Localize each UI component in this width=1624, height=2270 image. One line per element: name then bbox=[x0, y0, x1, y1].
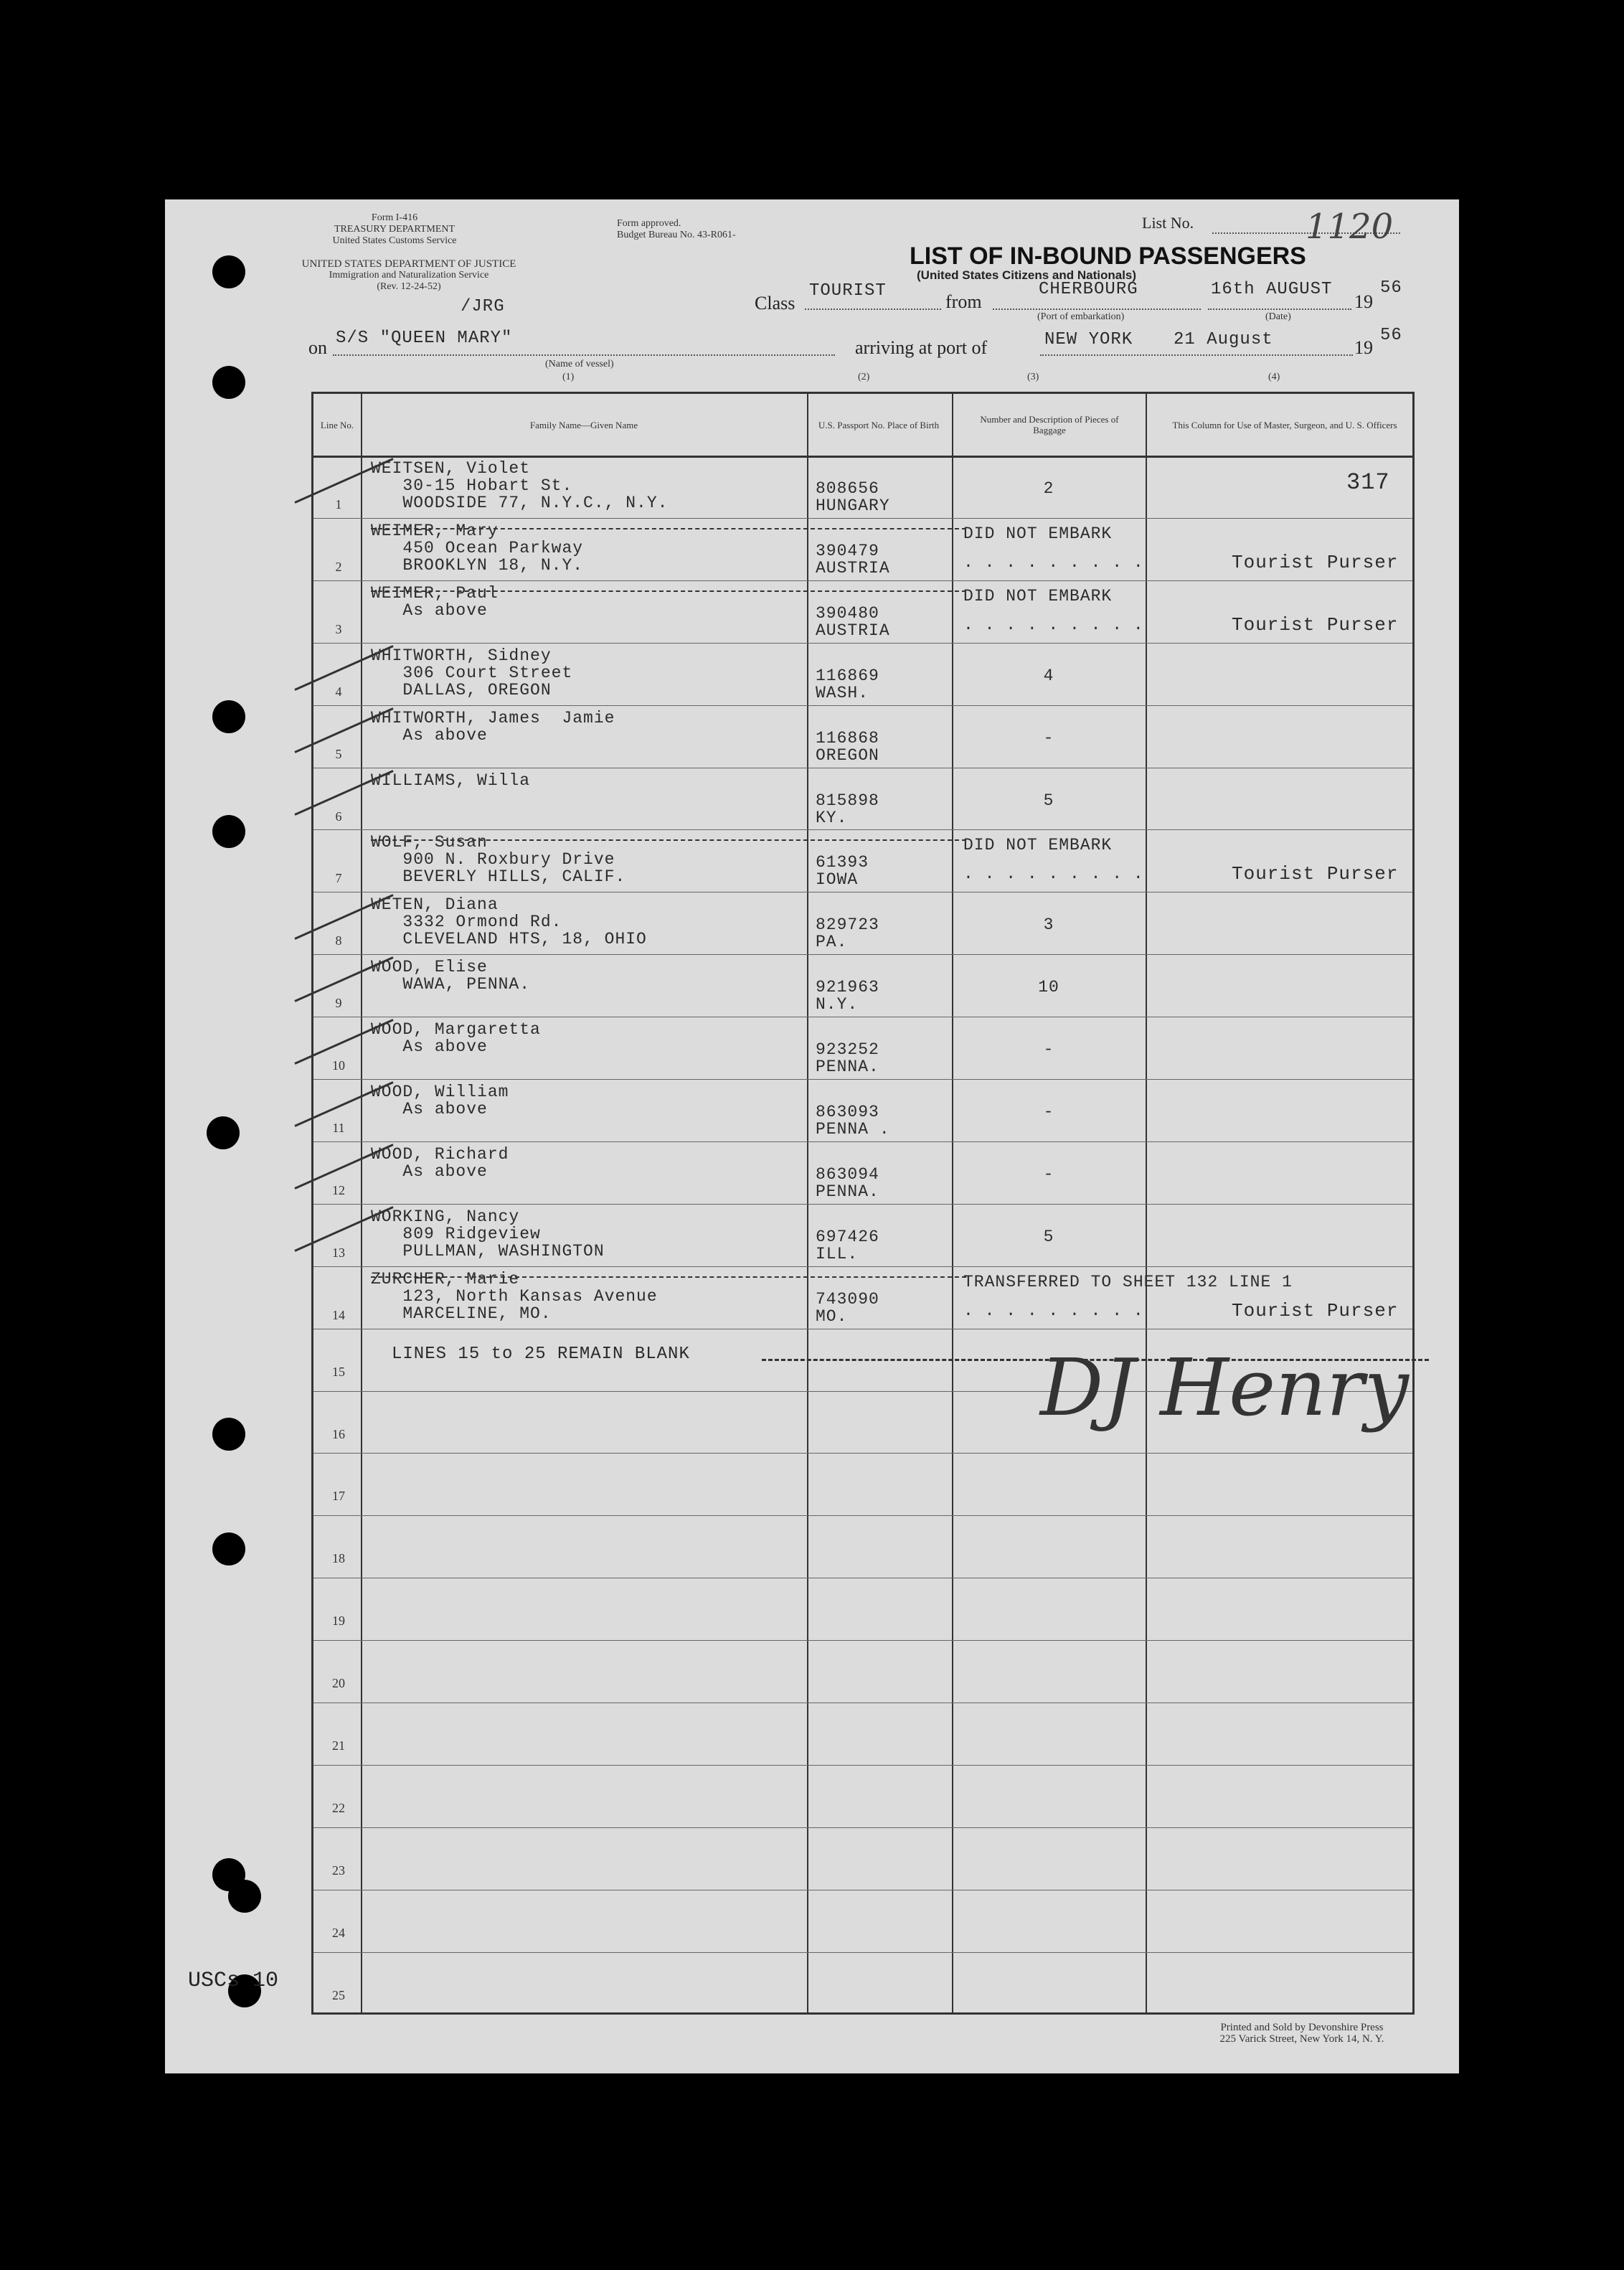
punch-hole bbox=[212, 700, 245, 733]
row-divider bbox=[313, 1952, 1412, 1953]
arrival-port: NEW YORK bbox=[1044, 330, 1133, 349]
approval-block bbox=[617, 218, 736, 241]
arriving-label: arriving at port of bbox=[855, 337, 988, 358]
passenger-name: WOLF, Susan 900 N. Roxbury Drive BEVERLY HILLS, CALIF. bbox=[371, 833, 626, 887]
header-line-no: Line No. bbox=[320, 419, 354, 430]
baggage-column-number: (3) bbox=[1027, 372, 1039, 382]
line-number: 10 bbox=[332, 1058, 345, 1073]
from-value: CHERBOURG bbox=[1039, 280, 1138, 299]
line-number: 15 bbox=[332, 1364, 345, 1379]
passenger-name: WOOD, William As above bbox=[371, 1083, 509, 1118]
departure-date: 16th AUGUST bbox=[1211, 280, 1333, 299]
date-underline bbox=[1208, 309, 1351, 310]
passport-birthplace: 921963 N.Y. bbox=[816, 978, 879, 1014]
clerk-initials: /JRG bbox=[461, 297, 505, 316]
passenger-name: WEITSEN, Violet 30-15 Hobart St. WOODSIDE 77, N.Y.C., N.Y. bbox=[371, 459, 669, 512]
passport-birthplace: 116869 WASH. bbox=[816, 666, 879, 702]
baggage-entry: - bbox=[1043, 1040, 1054, 1060]
line-number: 16 bbox=[332, 1426, 345, 1441]
baggage-entry: DID NOT EMBARK bbox=[963, 586, 1113, 606]
row-divider bbox=[313, 1515, 1412, 1516]
officer-note: Tourist Purser bbox=[1232, 613, 1399, 636]
line-number: 13 bbox=[332, 1245, 345, 1260]
arrival-year: 56 bbox=[1380, 326, 1402, 345]
baggage-entry: 10 bbox=[1038, 978, 1059, 997]
passenger-name: WOOD, Margaretta As above bbox=[371, 1020, 541, 1057]
officers-column-number: (4) bbox=[1268, 372, 1280, 382]
printer-address: 225 Varick Street, New York 14, N. Y. bbox=[1219, 2033, 1384, 2045]
struck-entry-line bbox=[371, 839, 966, 841]
row-divider bbox=[313, 1204, 1412, 1205]
row-divider bbox=[313, 954, 1412, 955]
punch-hole bbox=[212, 255, 245, 288]
treasury-line: TREASURY DEPARTMENT bbox=[334, 224, 455, 235]
year-value: 56 bbox=[1380, 278, 1402, 298]
passport-birthplace: 697426 ILL. bbox=[816, 1227, 879, 1263]
baggage-entry: 2 bbox=[1043, 479, 1054, 498]
row-divider bbox=[313, 1079, 1412, 1080]
baggage-entry: DID NOT EMBARK bbox=[963, 524, 1113, 543]
revision-line: (Rev. 12-24-52) bbox=[377, 281, 441, 292]
punch-hole bbox=[212, 815, 245, 848]
class-value: TOURIST bbox=[809, 281, 887, 301]
header-passport: U.S. Passport No. Place of Birth bbox=[818, 419, 940, 430]
line-number: 18 bbox=[332, 1551, 345, 1566]
line-number: 4 bbox=[335, 684, 342, 699]
vessel-caption: (Name of vessel) bbox=[545, 359, 614, 369]
line-number: 6 bbox=[335, 809, 342, 824]
punch-hole bbox=[228, 1880, 261, 1913]
officer-note: Tourist Purser bbox=[1232, 863, 1399, 885]
baggage-entry: - bbox=[1043, 1103, 1054, 1121]
line-number: 19 bbox=[332, 1614, 345, 1629]
from-label: from bbox=[945, 291, 982, 312]
row-divider bbox=[313, 1765, 1412, 1766]
passenger-name: WORKING, Nancy 809 Ridgeview PULLMAN, WASHINGTON bbox=[371, 1207, 605, 1261]
vessel-underline bbox=[333, 354, 835, 356]
struck-entry-line bbox=[371, 590, 966, 592]
vessel-column-number: (1) bbox=[562, 372, 575, 382]
row-divider bbox=[313, 1640, 1412, 1641]
row-divider bbox=[313, 1702, 1412, 1703]
baggage-entry: DID NOT EMBARK bbox=[963, 836, 1113, 855]
doj-line: UNITED STATES DEPARTMENT OF JUSTICE bbox=[301, 258, 516, 270]
arrival-underline bbox=[1040, 354, 1353, 356]
ins-line: Immigration and Naturalization Service bbox=[329, 270, 489, 281]
document-title: LIST OF IN-BOUND PASSENGERS bbox=[910, 242, 1306, 270]
list-no-label: List No. bbox=[1142, 214, 1194, 232]
purser-dots: . . . . . . . . . bbox=[963, 615, 1144, 634]
officer-note: Tourist Purser bbox=[1232, 1299, 1399, 1322]
customs-line: United States Customs Service bbox=[332, 235, 457, 246]
passport-birthplace: 815898 KY. bbox=[816, 791, 879, 827]
year-prefix: 19 bbox=[1354, 291, 1373, 312]
printer-block bbox=[1176, 2022, 1427, 2045]
line-number: 1 bbox=[335, 497, 342, 512]
line-number: 3 bbox=[335, 621, 342, 636]
header-baggage: Number and Description of Pieces of Baggage bbox=[980, 414, 1119, 435]
row-divider bbox=[313, 518, 1412, 519]
passenger-name: WHITWORTH, James Jamie As above bbox=[371, 708, 615, 745]
row-divider bbox=[313, 1827, 1412, 1828]
document-subtitle: (United States Citizens and Nationals) bbox=[917, 268, 1137, 282]
purser-dots: . . . . . . . . . bbox=[963, 1301, 1144, 1320]
passenger-name: WETEN, Diana 3332 Ormond Rd. CLEVELAND HTS, 18, OHIO bbox=[371, 895, 647, 949]
class-label: Class bbox=[755, 293, 796, 314]
passenger-name: ZURCHER, Marie 123, North Kansas Avenue MARCELINE, MO. bbox=[371, 1269, 658, 1323]
baggage-entry: - bbox=[1043, 728, 1054, 748]
row-divider bbox=[313, 1453, 1412, 1454]
line-number: 20 bbox=[332, 1676, 345, 1691]
passenger-name: WEIMER, Mary 450 Ocean Parkway BROOKLYN 18, N.Y. bbox=[371, 521, 584, 575]
punch-hole bbox=[212, 366, 245, 399]
line-number: 25 bbox=[332, 1987, 345, 2002]
arrival-year-prefix: 19 bbox=[1354, 337, 1373, 358]
signature: DJ Henry bbox=[1040, 1342, 1409, 1433]
doj-block bbox=[301, 258, 516, 293]
punch-hole bbox=[212, 1418, 245, 1451]
budget-line: Budget Bureau No. 43-R061- bbox=[617, 230, 736, 240]
passport-birthplace: 829723 PA. bbox=[816, 915, 879, 952]
passport-birthplace: 390479 AUSTRIA bbox=[816, 541, 890, 578]
row-divider bbox=[313, 1141, 1412, 1142]
passenger-table bbox=[311, 392, 1415, 2015]
passport-birthplace: 390480 AUSTRIA bbox=[816, 603, 890, 640]
line-number: 12 bbox=[332, 1182, 345, 1197]
row-divider bbox=[313, 1266, 1412, 1267]
line-number: 22 bbox=[332, 1800, 345, 1815]
baggage-entry: 4 bbox=[1043, 666, 1054, 685]
row-divider bbox=[313, 643, 1412, 644]
officer-note: 317 bbox=[1346, 469, 1390, 496]
purser-dots: . . . . . . . . . bbox=[963, 552, 1144, 572]
line-number: 7 bbox=[335, 871, 342, 886]
passenger-name: WEIMER, Paul As above bbox=[371, 583, 499, 620]
passport-birthplace: 808656 HUNGARY bbox=[816, 479, 890, 515]
row-divider bbox=[313, 705, 1412, 706]
approval-line: Form approved. bbox=[617, 218, 681, 229]
list-no-value: 1120 bbox=[1306, 207, 1394, 247]
line-number: 5 bbox=[335, 746, 342, 761]
punch-hole bbox=[207, 1116, 240, 1149]
passenger-name: WHITWORTH, Sidney 306 Court Street DALLAS, OREGON bbox=[371, 646, 573, 700]
passport-birthplace: 61393 IOWA bbox=[816, 853, 869, 890]
line-number: 24 bbox=[332, 1925, 345, 1940]
baggage-entry: - bbox=[1043, 1164, 1054, 1184]
form-id-block bbox=[308, 212, 481, 247]
passport-birthplace: 743090 MO. bbox=[816, 1289, 879, 1326]
passport-birthplace: 923252 PENNA. bbox=[816, 1040, 879, 1077]
baggage-entry: TRANSFERRED TO SHEET 132 LINE 1 bbox=[963, 1272, 1293, 1291]
row-divider bbox=[313, 892, 1412, 893]
line-number: 9 bbox=[335, 996, 342, 1011]
line-number: 21 bbox=[332, 1738, 345, 1753]
struck-entry-line bbox=[371, 528, 966, 529]
passenger-name: WOOD, Elise WAWA, PENNA. bbox=[371, 958, 531, 994]
line-number: 2 bbox=[335, 559, 342, 574]
class-underline bbox=[805, 309, 941, 310]
form-number: Form I-416 bbox=[371, 212, 418, 223]
passport-birthplace: 863094 PENNA. bbox=[816, 1164, 879, 1201]
header-officers: This Column for Use of Master, Surgeon, and U. S. Officers bbox=[1172, 419, 1397, 430]
row-divider bbox=[313, 829, 1412, 830]
header-family-name: Family Name—Given Name bbox=[529, 419, 638, 430]
date-caption: (Date) bbox=[1265, 311, 1291, 322]
arrival-date: 21 August bbox=[1174, 330, 1273, 349]
passport-birthplace: 863093 PENNA . bbox=[816, 1103, 890, 1139]
purser-dots: . . . . . . . . . bbox=[963, 865, 1144, 884]
punch-hole bbox=[212, 1532, 245, 1565]
officer-note: Tourist Purser bbox=[1232, 551, 1399, 573]
blank-lines-note: LINES 15 to 25 REMAIN BLANK bbox=[392, 1344, 690, 1364]
passport-column-number: (2) bbox=[858, 372, 870, 382]
line-number: 23 bbox=[332, 1862, 345, 1878]
port-embark-caption: (Port of embarkation) bbox=[1037, 311, 1125, 322]
header-divider bbox=[313, 456, 1412, 458]
passport-birthplace: 116868 OREGON bbox=[816, 728, 879, 765]
footer-form-code: USCs 10 bbox=[188, 1969, 279, 1993]
line-number: 14 bbox=[332, 1307, 345, 1322]
passenger-name: WILLIAMS, Willa bbox=[371, 771, 531, 790]
baggage-entry: 5 bbox=[1043, 791, 1054, 810]
line-number: 11 bbox=[332, 1121, 345, 1135]
line-number: 8 bbox=[335, 933, 342, 948]
baggage-entry: 5 bbox=[1043, 1227, 1054, 1246]
baggage-entry: 3 bbox=[1043, 915, 1054, 935]
line-number: 17 bbox=[332, 1489, 345, 1504]
on-label: on bbox=[308, 337, 327, 358]
from-underline bbox=[993, 309, 1201, 310]
printer-line: Printed and Sold by Devonshire Press bbox=[1220, 2022, 1384, 2033]
passenger-name: WOOD, Richard As above bbox=[371, 1144, 509, 1181]
struck-entry-line bbox=[371, 1276, 966, 1278]
vessel-name: S/S "QUEEN MARY" bbox=[336, 329, 513, 348]
row-divider bbox=[313, 580, 1412, 581]
